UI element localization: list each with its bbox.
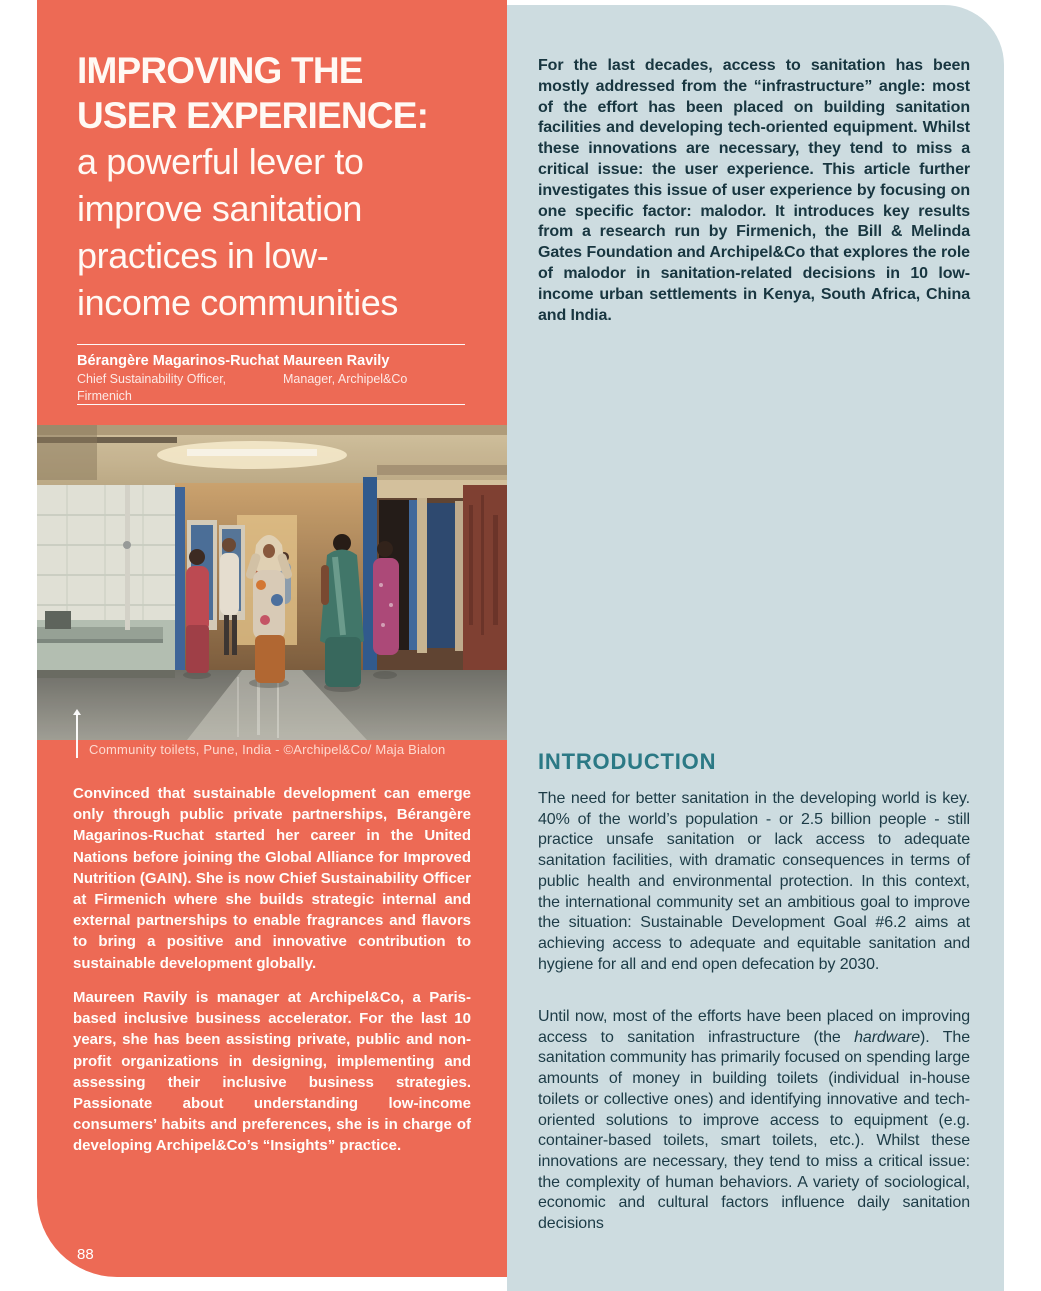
para2-italic-term: hardware [854, 1028, 921, 1046]
caption-pointer-line [76, 714, 78, 758]
subtitle-line: a powerful lever to [77, 141, 364, 182]
author-divider-top [77, 344, 465, 345]
author-role: Chief Sustainability Officer, [77, 372, 227, 386]
content-panel [507, 5, 1004, 1291]
article-photo [37, 425, 507, 740]
page-number: 88 [77, 1246, 94, 1263]
author-bio-magarinos-ruchat: Convinced that sustainable development can emerge only through public private partnerships, Bérangère Magarinos-Ruchat started her career in the United Nations before joining the Global Alliance for Improved Nutrition (GAIN). She is now Chief Sustainability Officer at Firmenich where she builds strategic internal and external partnerships to enable fragrances and flavors to bring a positive and innovative contribution to sustainable development globally. [73, 785, 471, 972]
introduction-paragraph-1: The need for better sanitation in the developing world is key. 40% of the world’s population - or 2.5 billion people - still practice unsafe sanitation or lack access to adequate sanitation facilities, with dramatic consequences in terms of public health and environmental protection. In this context, the international community set an ambitious goal to improve the situation: Sustainable Development Goal #6.2 aims at achieving access to adequate and equitable sanitation and hygiene for all and end open defecation by 2030. [538, 790, 970, 973]
author-block [77, 353, 469, 404]
subtitle-line: improve sanitation [77, 188, 362, 229]
article-title [77, 48, 485, 326]
para2-text: ). The sanitation community has primarily focused on spending large amounts of money in building toilets (individual in-house toilets or collective ones) and identifying innovative and tech-oriented solutions to improve access to equipment (e.g. container-based toilets, smart toilets, etc.). Whilst these innovations are necessary, they tend to miss a critical issue: the complexity of human behaviors. A variety of sociological, economic and cultural factors influence daily sanitation decisions [538, 1028, 970, 1233]
author-name: Bérangère Magarinos-Ruchat [77, 353, 280, 369]
author-name: Maureen Ravily [283, 353, 390, 369]
title-panel [37, 0, 507, 1277]
community-toilets-photo-illustration [37, 425, 507, 740]
introduction-paragraph-2 [538, 1007, 970, 1235]
author-role: Firmenich [77, 389, 132, 403]
author [283, 353, 469, 404]
author-divider-bottom [77, 404, 465, 405]
photo-caption: Community toilets, Pune, India - ©Archipel&Co/ Maja Bialon [89, 742, 446, 757]
author [77, 353, 283, 404]
author-bio-ravily: Maureen Ravily is manager at Archipel&Co, a Paris-based inclusive business accelerator. For the last 10 years, she has been assisting private, public and non-profit organizations in designing, implementing and assessing their inclusive business strategies. Passionate about understanding low-income consumers’ habits and preferences, she is in charge of developing Archipel&Co’s “Insights” practice. [73, 989, 471, 1155]
subtitle-line: practices in low- [77, 235, 329, 276]
author-role: Manager, Archipel&Co [283, 372, 408, 386]
title-line: IMPROVING THE [77, 50, 363, 91]
para2-text: Until now, most of the efforts have been placed on improving access to sanitation infrastructure (the [538, 1008, 970, 1046]
introduction-heading: INTRODUCTION [538, 749, 717, 774]
subtitle-line: income communities [77, 282, 398, 323]
article-abstract: For the last decades, access to sanitation has been mostly addressed from the “infrastructure” angle: most of the effort has been placed on building sanitation facilities and developing tech-oriented equipment. Whilst these innovations are necessary, they tend to miss a critical issue: the user experience. This article further investigates this issue of user experience by focusing on one specific factor: malodor. It introduces key results from a research run by Firmenich, the Bill & Melinda Gates Foundation and Archipel&Co that explores the role of malodor in sanitation-related decisions in 10 low-income urban settlements in Kenya, South Africa, China and India. [538, 57, 970, 324]
title-line: USER EXPERIENCE: [77, 95, 429, 136]
